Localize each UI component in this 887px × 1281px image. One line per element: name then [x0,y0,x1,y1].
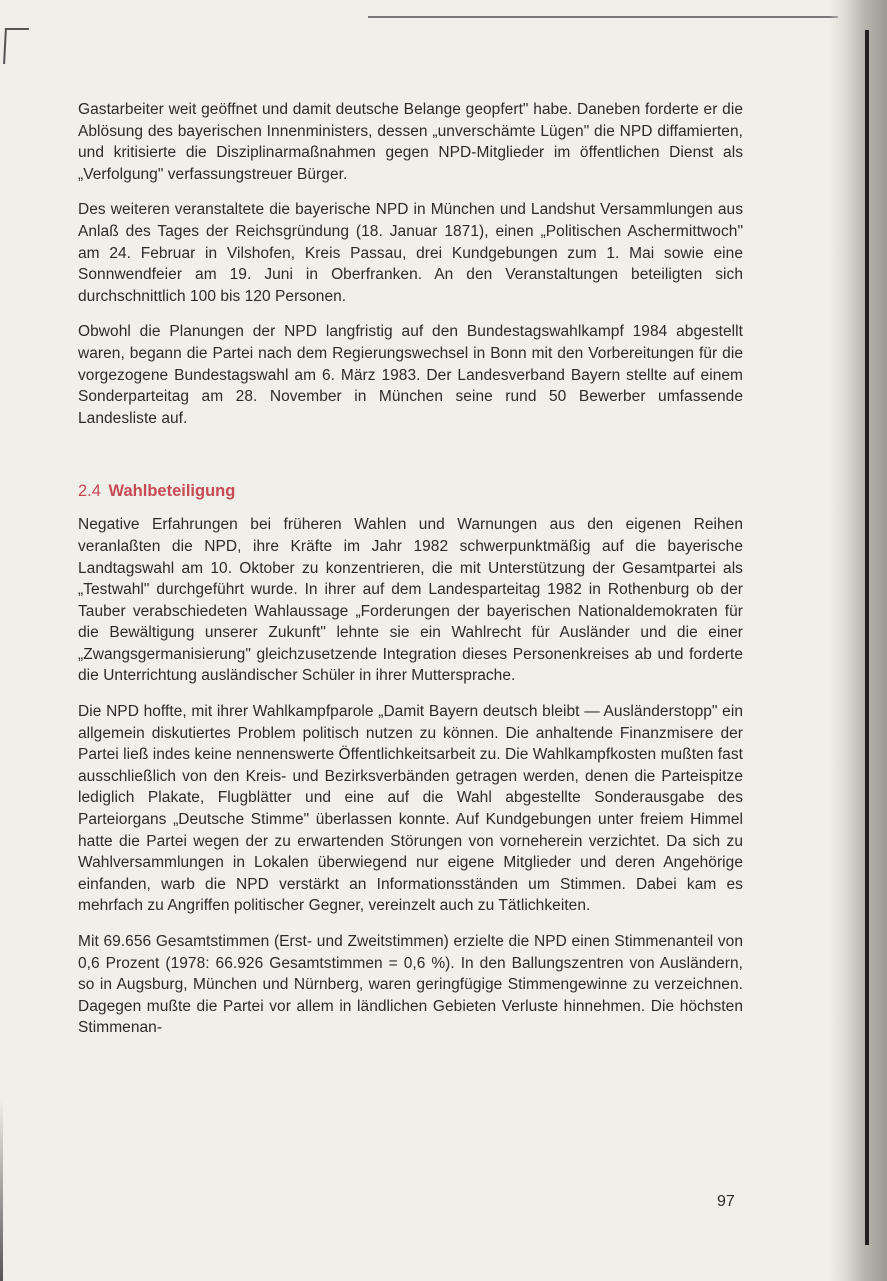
scan-corner-mark [3,28,29,64]
page-left-edge [0,1100,3,1281]
section-number: 2.4 [78,482,101,501]
paragraph: Obwohl die Planungen der NPD langfristig auf den Bundestagswahlkampf 1984 abgestellt waren, begann die Partei nach dem Regierungswechsel in Bonn mit den Vorbereitungen für die vorgezogene Bundestagswahl am 6. März 1983. Der Landesverband Bayern stellte auf einem Sonderparteitag am 28. November in München seine rund 50 Bewerber umfassende Landesliste auf. [78,323,743,427]
paragraph: Gastarbeiter weit geöffnet und damit deutsche Belange geopfert" habe. Daneben forderte er die Ablösung des bayerischen Innenministers, dessen „unverschämte Lügen" die NPD diffamierten, und kritisierte die Disziplinarmaßnahmen gegen NPD-Mitglieder im öffentlichen Dienst als „Verfolgung" verfassungstreuer Bürger. [78,101,743,183]
page-right-edge [865,30,869,1245]
paragraph: Des weiteren veranstaltete die bayerische NPD in München und Landshut Versammlungen aus Anlaß des Tages der Reichsgründung (18. Januar 1871), einen „Politischen Aschermittwoch" am 24. Februar in Vilshofen, Kreis Passau, drei Kundgebungen zum 1. Mai sowie eine Sonnwendfeier am 19. Juni in Oberfranken. An den Veranstaltungen beteiligten sich durchschnittlich 100 bis 120 Personen. [78,201,743,305]
paragraph: Die NPD hoffte, mit ihrer Wahlkampfparole „Damit Bayern deutsch bleibt — Ausländerstopp" ein allgemein diskutiertes Problem politisch nutzen zu können. Die anhaltende Finanzmisere der Partei ließ indes keine nennenswerte Öffentlichkeitsarbeit zu. Die Wahlkampfkosten mußten fast ausschließlich von den Kreis- und Bezirksverbänden getragen werden, denen die Parteispitze lediglich Plakate, Flugblätter und eine auf die Wahl abgestellte Sonderausgabe des Parteiorgans „Deutsche Stimme" überlassen konnte. Auf Kundgebungen unter freiem Himmel hatte die Partei wegen der zu erwartenden Störungen von vorneherein verzichtet. Da sich zu Wahlversammlungen in Lokalen überwiegend nur eigene Mitglieder und deren Angehörige einfanden, warb die NPD verstärkt an Informationsständen um Stimmen. Dabei kam es mehrfach zu Angriffen politischer Gegner, vereinzelt auch zu Tätlichkeiten. [78,703,743,915]
paragraph: Mit 69.656 Gesamtstimmen (Erst- und Zweitstimmen) erzielte die NPD einen Stimmenanteil von 0,6 Prozent (1978: 66.926 Gesamtstimmen = 0,6 %). In den Ballungszentren von Ausländern, so in Augsburg, München und Nürnberg, waren geringfügige Stimmengewinne zu verzeichnen. Dagegen mußte die Partei vor allem in ländlichen Gebieten Verluste hinnehmen. Die höchsten Stimmenan- [78,933,743,1037]
page-number: 97 [717,1193,735,1210]
section-title: Wahlbeteiligung [108,482,236,501]
scan-top-rule [368,16,838,18]
section-heading [78,480,743,502]
page-body [78,99,743,1053]
paragraph: Negative Erfahrungen bei früheren Wahlen und Warnungen aus den eigenen Reihen veranlaßten die NPD, ihre Kräfte im Jahr 1982 schwerpunktmäßig auf die bayerische Landtagswahl am 10. Oktober zu konzentrieren, die mit Unterstützung der Gesamtpartei als „Testwahl" durchgeführt wurde. In ihrer auf dem Landesparteitag 1982 in Rothenburg ob der Tauber verabschiedeten Wahlaussage „Forderungen der bayerischen Nationaldemokraten für die Bewältigung unserer Zukunft" lehnte sie ein Wahlrecht für Ausländer und die einer „Zwangsgermanisierung" gleichzusetzende Integration dieses Personenkreises ab und forderte die Unterrichtung ausländischer Schüler in ihrer Muttersprache. [78,516,743,685]
page-gutter-shadow [829,0,887,1281]
